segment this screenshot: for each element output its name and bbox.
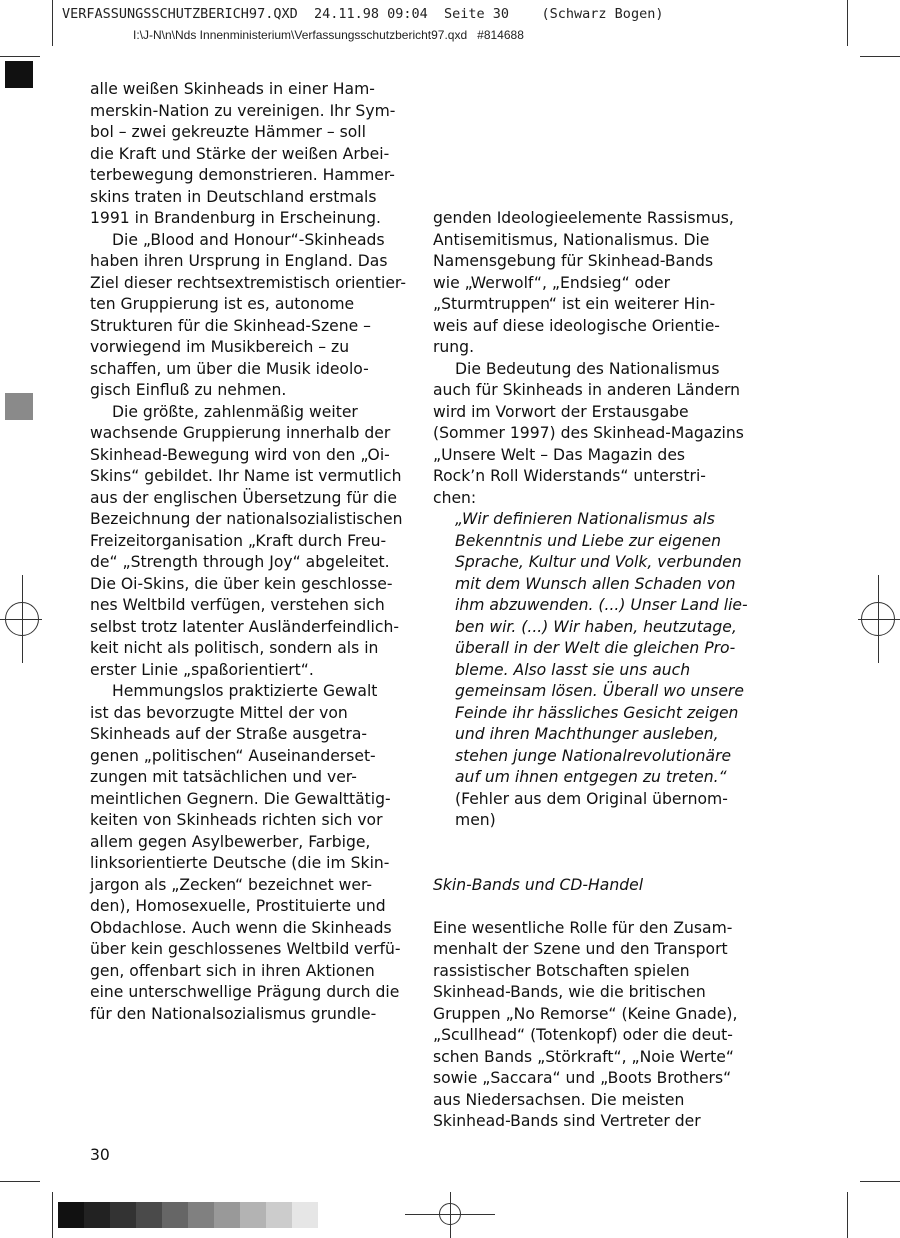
text-line: rung.	[433, 338, 475, 356]
print-slug-line-1: VERFASSUNGSSCHUTZBERICH97.QXD 24.11.98 09:04 Seite 30 (Schwarz Bogen)	[62, 6, 664, 22]
gray-swatch	[240, 1202, 266, 1228]
text-line: wird im Vorwort der Erstausgabe	[433, 402, 689, 421]
text-line: skins traten in Deutschland erstmals	[90, 187, 377, 206]
text-line: auch für Skinheads in anderen Ländern	[433, 381, 740, 399]
text-line: Antisemitismus, Nationalismus. Die	[433, 230, 710, 249]
text-line: gisch Einfluß zu nehmen.	[90, 381, 287, 399]
text-line: Eine wesentliche Rolle für den Zusam-	[433, 918, 733, 937]
margin-marker	[5, 393, 33, 420]
text-line: Bezeichnung der nationalsozialistischen	[90, 510, 403, 528]
text-line: über kein geschlossenes Weltbild verfü-	[90, 940, 401, 958]
quote-note-line: (Fehler aus dem Original übernom-	[455, 789, 728, 808]
gray-swatch	[292, 1202, 318, 1228]
text-line: „Sturmtruppen“ ist ein weiterer Hin-	[433, 295, 716, 313]
text-line: wachsende Gruppierung innerhalb der	[90, 424, 391, 442]
crop-mark-bottom-right-h	[860, 1181, 900, 1182]
text-line: merskin-Nation zu vereinigen. Ihr Sym-	[90, 101, 396, 120]
print-slug-line-2: I:\J-N\n\Nds Innenministerium\Verfassungsschutzbericht97.qxd #814688	[133, 28, 524, 42]
crop-mark-bottom-left-v	[52, 1192, 53, 1238]
left-column	[90, 79, 410, 1025]
text-line: den), Homosexuelle, Prostituierte und	[90, 897, 386, 915]
text-line: haben ihren Ursprung in England. Das	[90, 252, 388, 270]
section-heading: Skin-Bands und CD-Handel	[433, 875, 644, 894]
text-line: Gruppen „No Remorse“ (Keine Gnade),	[433, 1004, 738, 1023]
gray-swatch	[214, 1202, 240, 1228]
gray-swatch	[188, 1202, 214, 1228]
text-line: Skinhead-Bewegung wird von den „Oi-	[90, 445, 390, 464]
text-line: Skinhead-Bands sind Vertreter der	[433, 1112, 701, 1130]
crop-mark-bottom-right-v	[847, 1192, 848, 1238]
text-line: ist das bevorzugte Mittel der von	[90, 703, 348, 722]
quote-line: überall in der Welt die gleichen Pro-	[455, 639, 736, 657]
spacer	[433, 896, 753, 918]
text-line: nes Weltbild verfügen, verstehen sich	[90, 596, 385, 614]
text-line: wie „Werwolf“, „Endsieg“ oder	[433, 273, 671, 292]
text-line: selbst trotz latenter Ausländerfeindlich-	[90, 617, 399, 636]
text-line: alle weißen Skinheads in einer Ham-	[90, 80, 375, 98]
text-line: meintlichen Gegnern. Die Gewalttätig-	[90, 789, 391, 808]
text-line: Skinhead-Bands, wie die britischen	[433, 983, 706, 1001]
text-line: Hemmungslos praktizierte Gewalt	[112, 682, 378, 700]
text-line: „Scullhead“ (Totenkopf) oder die deut-	[433, 1026, 733, 1044]
text-line: zungen mit tatsächlichen und ver-	[90, 768, 357, 786]
grayscale-bar	[58, 1202, 318, 1228]
text-line: weis auf diese ideologische Orientie-	[433, 316, 720, 335]
quote-line: Bekenntnis und Liebe zur eigenen	[455, 531, 721, 550]
text-line: Skinheads auf der Straße ausgetra-	[90, 725, 368, 743]
gray-swatch	[110, 1202, 136, 1228]
text-line: gen, offenbart sich in ihren Aktionen	[90, 961, 375, 980]
text-line: (Sommer 1997) des Skinhead-Magazins	[433, 424, 744, 442]
corner-block	[5, 61, 33, 88]
text-line: die Kraft und Stärke der weißen Arbei-	[90, 144, 390, 163]
quote-note-line: men)	[455, 811, 496, 829]
text-line: genen „politischen“ Auseinanderset-	[90, 746, 376, 765]
quote-line: und ihren Machthunger ausleben,	[455, 725, 719, 743]
text-line: allem gegen Asylbewerber, Farbige,	[90, 832, 371, 851]
text-line: de“ „Strength through Joy“ abgeleitet.	[90, 553, 390, 571]
text-line: Strukturen für die Skinhead-Szene –	[90, 316, 371, 335]
text-line: terbewegung demonstrieren. Hammer-	[90, 166, 395, 184]
text-line: Skins“ gebildet. Ihr Name ist vermutlich	[90, 467, 402, 485]
text-line: menhalt der Szene und den Transport	[433, 940, 728, 958]
text-line: linksorientierte Deutsche (die im Skin-	[90, 854, 390, 872]
text-line: rassistischer Botschaften spielen	[433, 961, 690, 980]
quote-line: ben wir. (...) Wir haben, heutzutage,	[455, 617, 737, 636]
text-line: Freizeitorganisation „Kraft durch Freu-	[90, 531, 387, 550]
gray-swatch	[136, 1202, 162, 1228]
quote-line: gemeinsam lösen. Überall wo unsere	[455, 682, 744, 700]
page-number: 30	[90, 1146, 110, 1164]
text-line: aus Niedersachsen. Die meisten	[433, 1090, 685, 1109]
text-line: vorwiegend im Musikbereich – zu	[90, 338, 350, 356]
quote-line: ihm abzuwenden. (...) Unser Land lie-	[455, 596, 748, 614]
text-line: Die „Blood and Honour“-Skinheads	[112, 230, 385, 249]
spacer	[433, 853, 753, 875]
spacer	[433, 832, 753, 854]
text-line: schaffen, um über die Musik ideolo-	[90, 359, 369, 378]
quote-line: bleme. Also lasst sie uns auch	[455, 660, 691, 679]
text-line: sowie „Saccara“ und „Boots Brothers“	[433, 1069, 732, 1087]
text-line: Rock’n Roll Widerstands“ unterstri-	[433, 467, 706, 485]
text-line: keit nicht als politisch, sondern als in	[90, 639, 379, 657]
text-line: „Unsere Welt – Das Magazin des	[433, 445, 686, 464]
text-line: keiten von Skinheads richten sich vor	[90, 811, 383, 829]
right-column	[433, 208, 753, 1133]
crop-mark-top-left-h	[0, 56, 40, 57]
text-line: Ziel dieser rechtsextremistisch orientier-	[90, 273, 406, 292]
text-line: ten Gruppierung ist es, autonome	[90, 295, 355, 313]
quote-line: stehen junge Nationalrevolutionäre	[455, 746, 732, 765]
quote-line: mit dem Wunsch allen Schaden von	[455, 574, 736, 593]
text-line: jargon als „Zecken“ bezeichnet wer-	[90, 875, 373, 894]
quote-line: auf um ihnen entgegen zu treten.“	[455, 768, 727, 786]
crop-mark-top-right-v	[847, 0, 848, 46]
gray-swatch	[162, 1202, 188, 1228]
text-line: bol – zwei gekreuzte Hämmer – soll	[90, 123, 366, 141]
text-line: eine unterschwellige Prägung durch die	[90, 983, 400, 1001]
text-line: Obdachlose. Auch wenn die Skinheads	[90, 918, 392, 937]
gray-swatch	[266, 1202, 292, 1228]
text-line: erster Linie „spaßorientiert“.	[90, 660, 314, 679]
crop-mark-top-left-v	[52, 0, 53, 46]
text-line: 1991 in Brandenburg in Erscheinung.	[90, 209, 381, 227]
text-line: genden Ideologieelemente Rassismus,	[433, 209, 734, 227]
quote-line: „Wir definieren Nationalismus als	[455, 510, 715, 528]
text-line: schen Bands „Störkraft“, „Noie Werte“	[433, 1047, 734, 1066]
quote-line: Sprache, Kultur und Volk, verbunden	[455, 553, 742, 571]
text-line: für den Nationalsozialismus grundle-	[90, 1004, 377, 1023]
gray-swatch	[58, 1202, 84, 1228]
crop-mark-top-right-h	[860, 56, 900, 57]
text-line: chen:	[433, 488, 477, 507]
text-line: Die Oi-Skins, die über kein geschlosse-	[90, 574, 393, 593]
quote-line: Feinde ihr hässliches Gesicht zeigen	[455, 703, 739, 722]
text-line: Die größte, zahlenmäßig weiter	[112, 402, 358, 421]
gray-swatch	[84, 1202, 110, 1228]
crop-mark-bottom-left-h	[0, 1181, 40, 1182]
text-line: aus der englischen Übersetzung für die	[90, 488, 397, 507]
text-line: Die Bedeutung des Nationalismus	[455, 359, 720, 378]
text-line: Namensgebung für Skinhead-Bands	[433, 252, 714, 270]
